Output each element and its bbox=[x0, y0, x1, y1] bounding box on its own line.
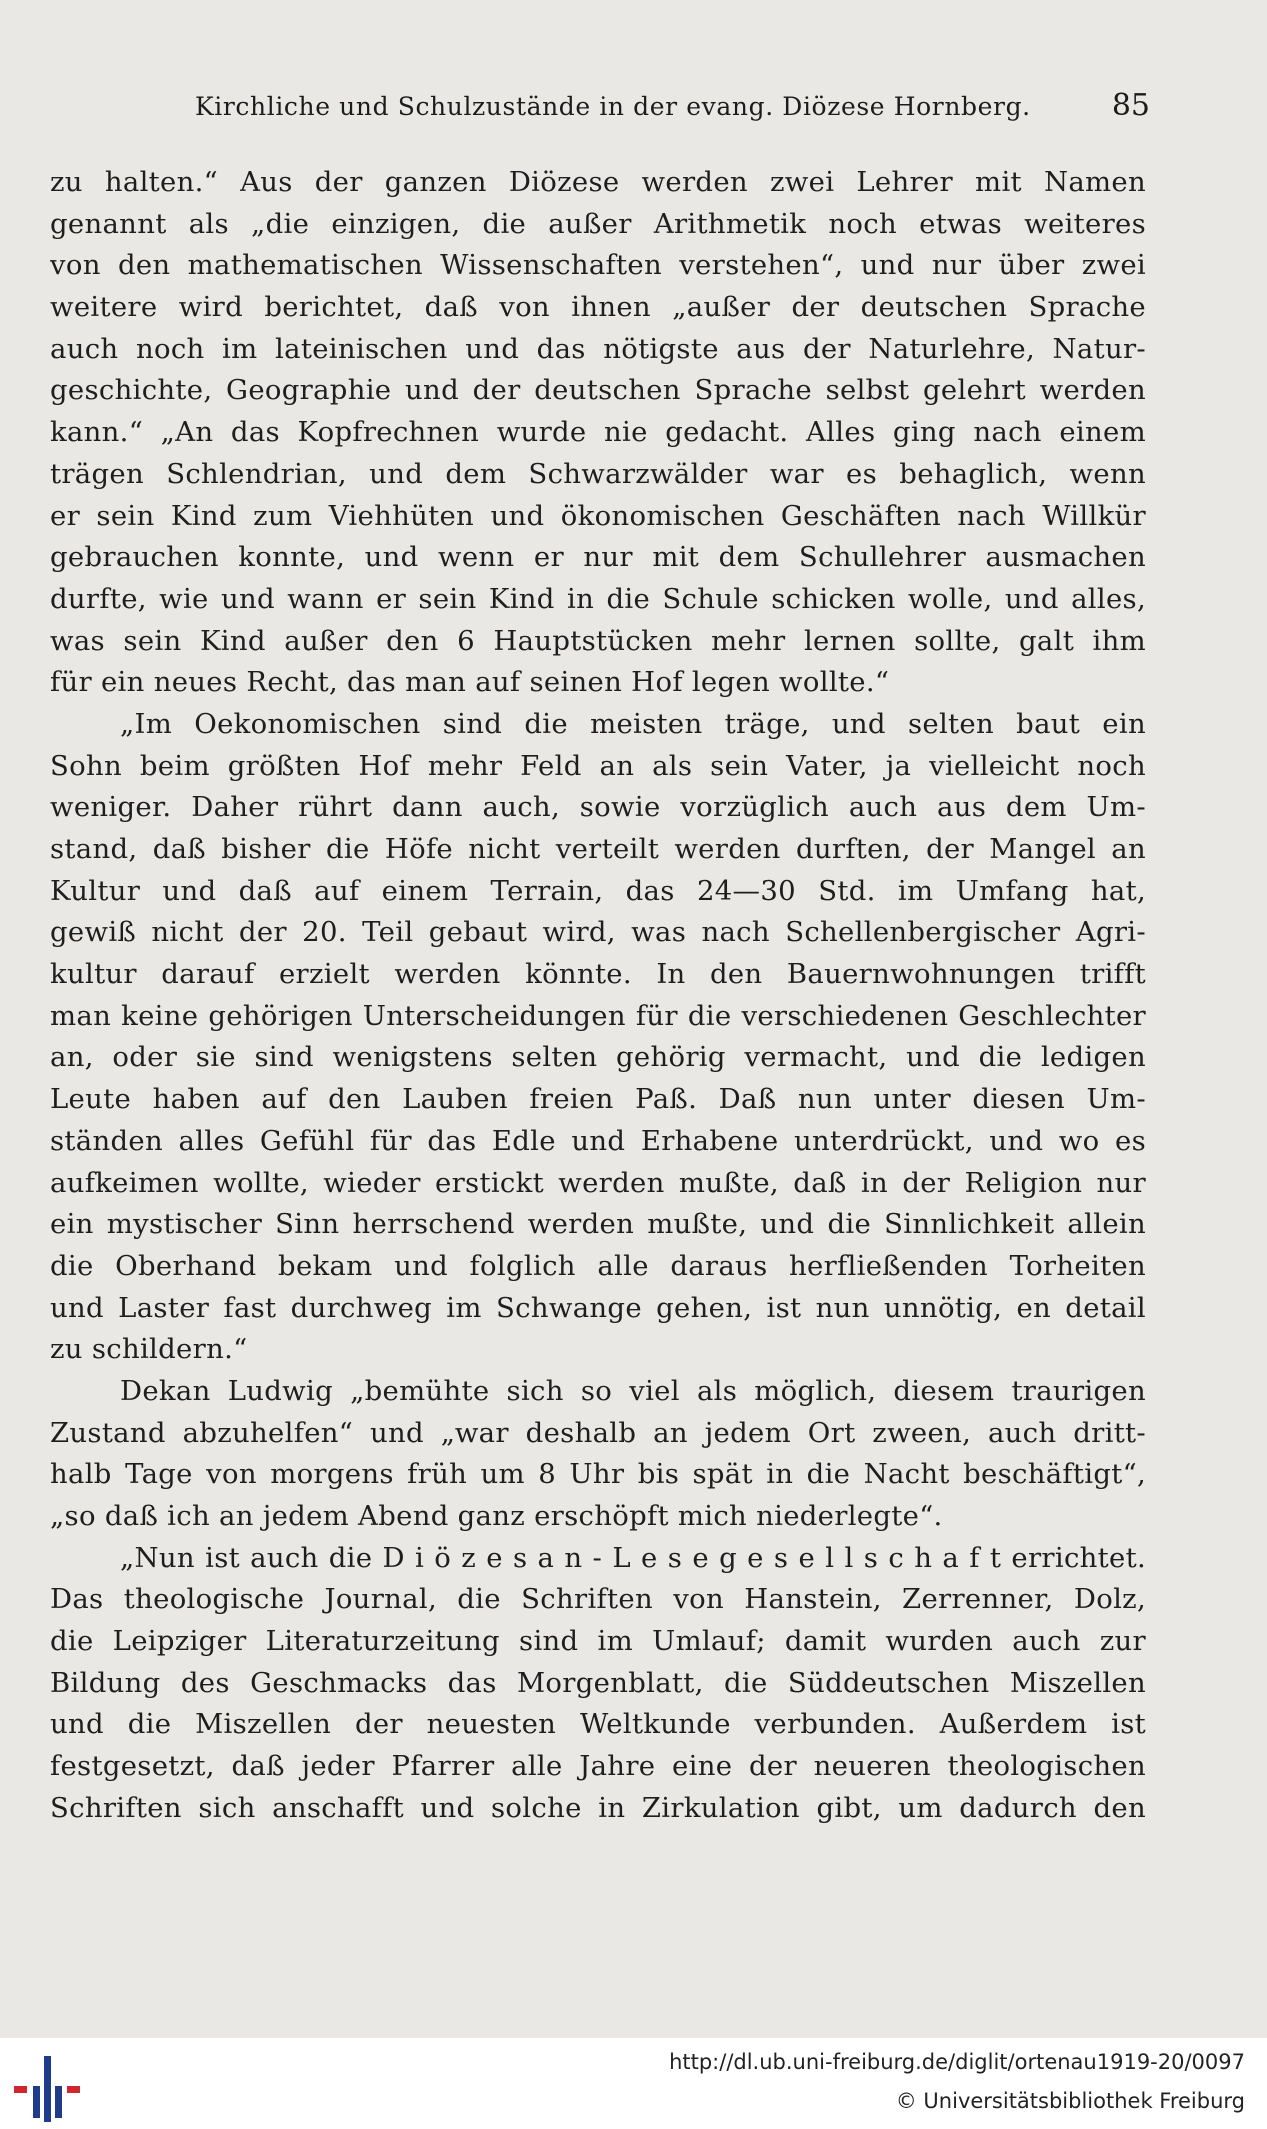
text-line: was sein Kind außer den 6 Hauptstücken mehr lernen sollte, galt ihm bbox=[50, 624, 1146, 657]
text-line: halb Tage von morgens früh um 8 Uhr bis spät in die Nacht beschäftigt“, bbox=[50, 1458, 1146, 1491]
text-line: Sohn beim größten Hof mehr Feld an als sein Vater, ja vielleicht noch bbox=[50, 749, 1146, 782]
viewer-footer bbox=[0, 2038, 1267, 2129]
text-line: trägen Schlendrian, und dem Schwarzwälder war es behaglich, wenn bbox=[50, 457, 1146, 490]
text-line: auch noch im lateinischen und das nötigste aus der Naturlehre, Natur- bbox=[50, 332, 1146, 365]
text-line: an, oder sie sind wenigstens selten gehörig vermacht, und die ledigen bbox=[50, 1041, 1146, 1074]
text-line: für ein neues Recht, das man auf seinen Hof legen wollte.“ bbox=[50, 666, 890, 699]
text-line: stand, daß bisher die Höfe nicht verteilt werden durften, der Mangel an bbox=[50, 833, 1146, 865]
text-line: und die Miszellen der neuesten Weltkunde verbunden. Außerdem ist bbox=[50, 1708, 1146, 1741]
text-line: die Leipziger Literaturzeitung sind im Umlauf; damit wurden auch zur bbox=[50, 1625, 1146, 1658]
text-line: festgesetzt, daß jeder Pfarrer alle Jahre eine der neueren theologischen bbox=[50, 1750, 1146, 1783]
body-text bbox=[50, 162, 1146, 1830]
text-line: zu halten.“ Aus der ganzen Diözese werden zwei Lehrer mit Namen bbox=[50, 166, 1146, 198]
copyright-notice: © Universitätsbibliothek Freiburg bbox=[895, 2089, 1245, 2113]
text-line: weniger. Daher rührt dann auch, sowie vorzüglich auch aus dem Um- bbox=[50, 791, 1146, 824]
running-header bbox=[195, 88, 1150, 132]
text-line: Das theologische Journal, die Schriften von Hanstein, Zerrenner, Dolz, bbox=[50, 1583, 1146, 1616]
text-line: geschichte, Geographie und der deutschen Sprache selbst gelehrt werden bbox=[50, 374, 1146, 407]
text-line: Zustand abzuhelfen“ und „war deshalb an jedem Ort zween, auch dritt- bbox=[50, 1416, 1146, 1449]
text-line: aufkeimen wollte, wieder erstickt werden mußte, daß in der Religion nur bbox=[50, 1166, 1146, 1199]
running-head-title: Kirchliche und Schulzustände in der evang. Diözese Hornberg. bbox=[195, 92, 1031, 121]
text-line: zu schildern.“ bbox=[50, 1333, 248, 1366]
text-line: Schriften sich anschafft und solche in Zirkulation gibt, um dadurch den bbox=[50, 1791, 1146, 1824]
text-line: „Im Oekonomischen sind die meisten träge, und selten baut ein bbox=[120, 707, 1146, 740]
text-line: „so daß ich an jedem Abend ganz erschöpft mich niederlegte“. bbox=[50, 1500, 943, 1532]
text-line: er sein Kind zum Viehhüten und ökonomischen Geschäften nach Willkür bbox=[50, 499, 1146, 532]
text-line: Kultur und daß auf einem Terrain, das 24—30 Std. im Umfang hat, bbox=[50, 874, 1146, 907]
ub-freiburg-logo-icon bbox=[14, 2056, 80, 2122]
text-line: kann.“ „An das Kopfrechnen wurde nie gedacht. Alles ging nach einem bbox=[50, 416, 1146, 449]
text-line: und Laster fast durchweg im Schwange gehen, ist nun unnötig, en detail bbox=[50, 1291, 1146, 1324]
text-line: ein mystischer Sinn herrschend werden mußte, und die Sinnlichkeit allein bbox=[50, 1208, 1146, 1241]
text-line: weitere wird berichtet, daß von ihnen „außer der deutschen Sprache bbox=[50, 291, 1146, 324]
text-line: genannt als „die einzigen, die außer Arithmetik noch etwas weiteres bbox=[50, 207, 1146, 240]
text-line: „Nun ist auch die D i ö z e s a n - L e s e g e s e l l s c h a f t errichtet. bbox=[120, 1541, 1146, 1574]
text-line: gebrauchen konnte, und wenn er nur mit dem Schullehrer ausmachen bbox=[50, 541, 1146, 574]
text-line: durfte, wie und wann er sein Kind in die Schule schicken wolle, und alles, bbox=[50, 582, 1146, 615]
text-line: gewiß nicht der 20. Teil gebaut wird, was nach Schellenbergischer Agri- bbox=[50, 916, 1146, 949]
text-line: kultur darauf erzielt werden könnte. In den Bauernwohnungen trifft bbox=[50, 958, 1146, 991]
page-number: 85 bbox=[1111, 88, 1150, 123]
permalink-url[interactable]: http://dl.ub.uni-freiburg.de/diglit/ortenau1919-20/0097 bbox=[669, 2050, 1245, 2074]
text-line: Leute haben auf den Lauben freien Paß. Daß nun unter diesen Um- bbox=[50, 1083, 1146, 1116]
text-line: ständen alles Gefühl für das Edle und Erhabene unterdrückt, und wo es bbox=[50, 1124, 1146, 1157]
text-line: Dekan Ludwig „bemühte sich so viel als möglich, diesem traurigen bbox=[120, 1374, 1146, 1407]
text-line: man keine gehörigen Unterscheidungen für die verschiedenen Geschlechter bbox=[50, 999, 1146, 1032]
text-line: von den mathematischen Wissenschaften verstehen“, und nur über zwei bbox=[50, 249, 1146, 282]
text-line: Bildung des Geschmacks das Morgenblatt, die Süddeutschen Miszellen bbox=[50, 1666, 1146, 1699]
text-line: die Oberhand bekam und folglich alle daraus herfließenden Torheiten bbox=[50, 1249, 1146, 1282]
